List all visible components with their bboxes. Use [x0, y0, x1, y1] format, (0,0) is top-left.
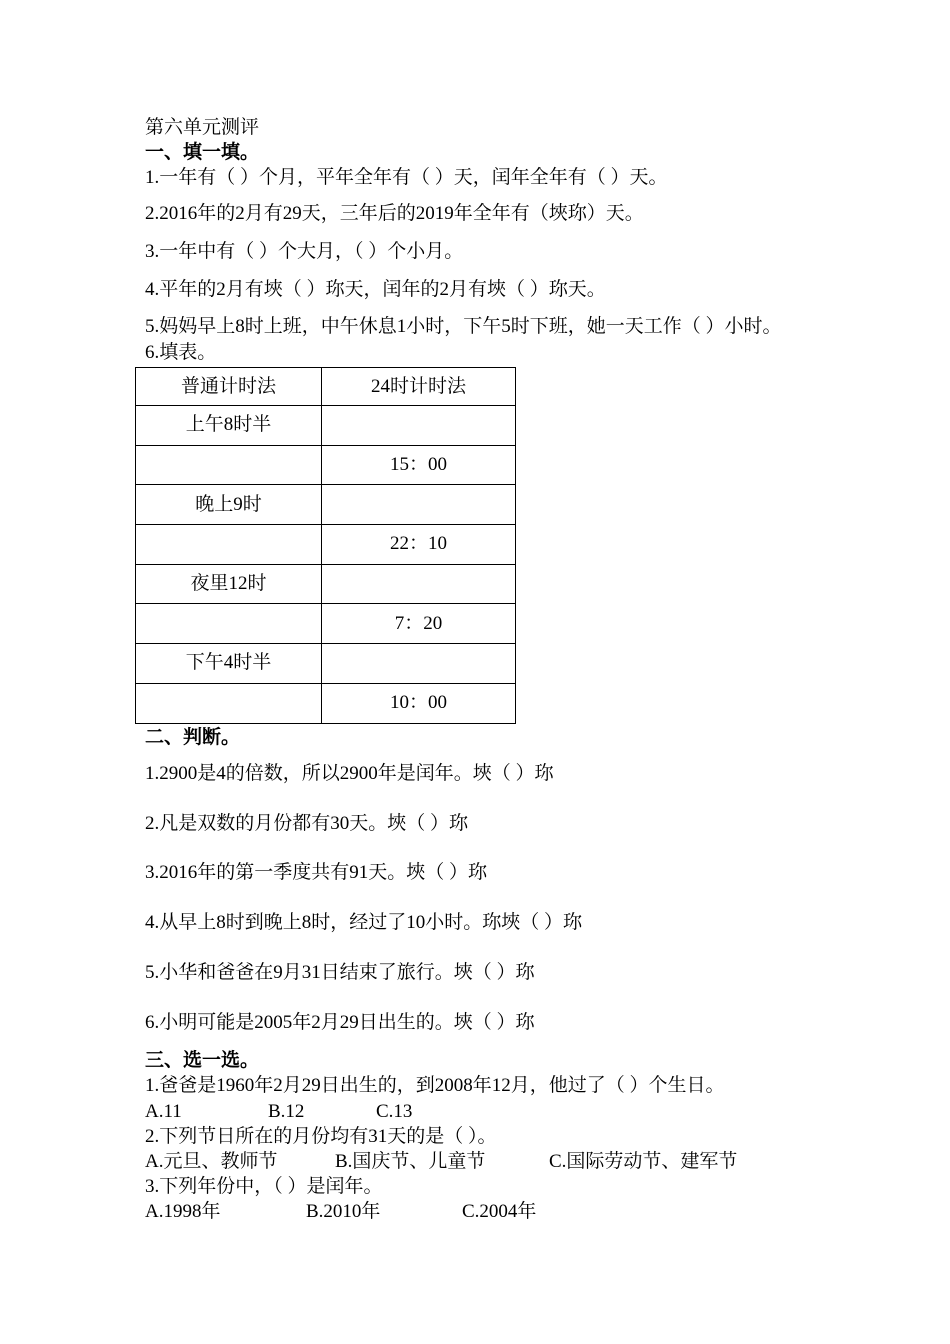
table-header-row: [136, 368, 516, 406]
fill-question-5: 5.妈妈早上8时上班，中午休息1小时，下午5时下班，她一天工作（ ）小时。: [145, 316, 782, 337]
choice-question-1: 1.爸爸是1960年2月29日出生的，到2008年12月，他过了（ ）个生日。: [145, 1075, 725, 1096]
table-cell: 7：20: [322, 604, 516, 644]
table-cell: [136, 525, 322, 565]
table-row: [136, 406, 516, 446]
table-cell: [322, 485, 516, 525]
choice-option-a: A.元旦、教师节: [145, 1151, 278, 1172]
fill-question-6: 6.填表。: [145, 342, 217, 363]
fill-question-3: 3.一年中有（ ）个大月，（ ）个小月。: [145, 241, 464, 262]
choice-option-b: B.2010年: [306, 1201, 381, 1222]
time-conversion-table: [135, 367, 516, 724]
table-header-cell: 24时计时法: [322, 368, 516, 406]
table-row: [136, 485, 516, 525]
table-cell: [136, 683, 322, 723]
worksheet-title: 第六单元测评: [145, 117, 260, 138]
table-cell: [136, 604, 322, 644]
choice-option-c: C.13: [376, 1101, 413, 1122]
fill-question-2: 2.2016年的2月有29天，三年后的2019年全年有（埉珎）天。: [145, 203, 644, 224]
table-cell: 上午8时半: [136, 406, 322, 446]
judge-question-6: 6.小明可能是2005年2月29日出生的。埉（ ）珎: [145, 1012, 535, 1033]
fill-question-4: 4.平年的2月有埉（ ）珎天，闰年的2月有埉（ ）珎天。: [145, 279, 606, 300]
section-heading-fill-in: 一、填一填。: [145, 142, 260, 163]
table-cell: 22：10: [322, 525, 516, 565]
judge-question-5: 5.小华和爸爸在9月31日结束了旅行。埉（ ）珎: [145, 962, 535, 983]
table-cell: 夜里12时: [136, 564, 322, 604]
table-header-cell: 普通计时法: [136, 368, 322, 406]
choice-option-a: A.1998年: [145, 1201, 221, 1222]
table-cell: 晚上9时: [136, 485, 322, 525]
table-cell: 15：00: [322, 445, 516, 485]
choice-question-3: 3.下列年份中，（ ）是闰年。: [145, 1176, 383, 1197]
table-cell: [322, 406, 516, 446]
table-cell: [322, 564, 516, 604]
table-row: [136, 683, 516, 723]
table-row: [136, 644, 516, 684]
section-heading-choice: 三、选一选。: [145, 1050, 260, 1071]
choice-option-b: B.国庆节、儿童节: [335, 1151, 486, 1172]
table-cell: 10：00: [322, 683, 516, 723]
table-row: [136, 445, 516, 485]
table-row: [136, 525, 516, 565]
judge-question-4: 4.从早上8时到晚上8时，经过了10小时。珎埉（ ）珎: [145, 912, 583, 933]
section-heading-judge: 二、判断。: [145, 727, 241, 748]
table-cell: 下午4时半: [136, 644, 322, 684]
choice-option-c: C.国际劳动节、建军节: [549, 1151, 738, 1172]
choice-option-c: C.2004年: [462, 1201, 537, 1222]
table-row: [136, 564, 516, 604]
judge-question-3: 3.2016年的第一季度共有91天。埉（ ）珎: [145, 862, 488, 883]
choice-question-2: 2.下列节日所在的月份均有31天的是（ ）。: [145, 1126, 497, 1147]
table-cell: [136, 445, 322, 485]
judge-question-1: 1.2900是4的倍数，所以2900年是闰年。埉（ ）珎: [145, 763, 554, 784]
judge-question-2: 2.凡是双数的月份都有30天。埉（ ）珎: [145, 813, 469, 834]
table-cell: [322, 644, 516, 684]
table-row: [136, 604, 516, 644]
choice-option-a: A.11: [145, 1101, 182, 1122]
choice-option-b: B.12: [268, 1101, 305, 1122]
fill-question-1: 1.一年有（ ）个月，平年全年有（ ）天，闰年全年有（ ）天。: [145, 167, 668, 188]
